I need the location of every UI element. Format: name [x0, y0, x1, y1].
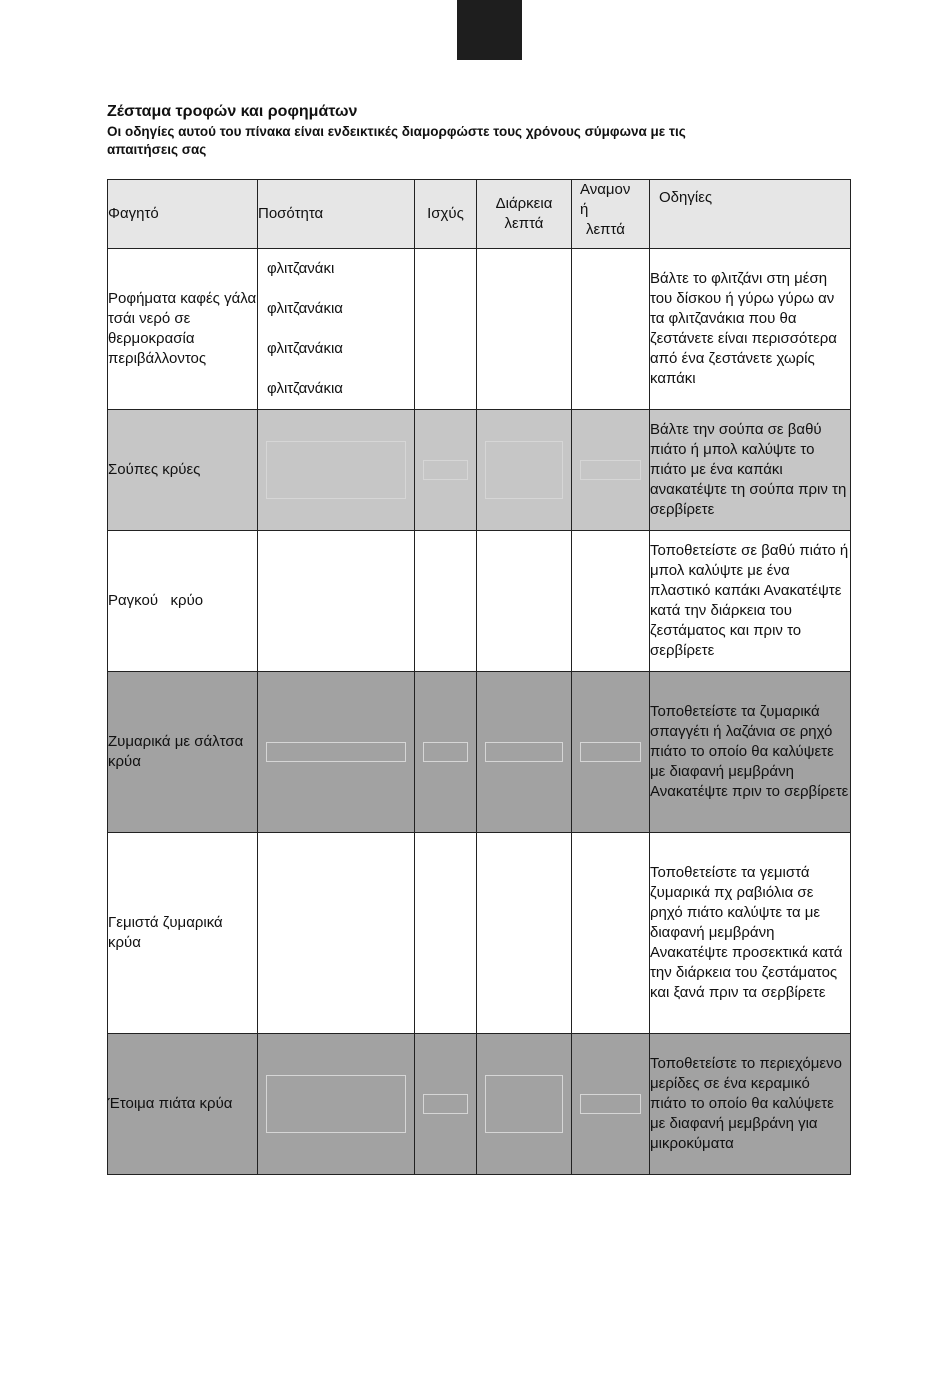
table-row: [108, 249, 851, 410]
duration-cell: [477, 672, 572, 833]
quantity-cell: [258, 410, 415, 531]
header-power: Ισχύς: [415, 180, 477, 249]
duration-field: [485, 441, 563, 499]
power-field: [423, 742, 468, 762]
page-title: Ζέσταμα τροφών και ροφημάτων: [107, 103, 358, 120]
quantity-cell: [258, 531, 415, 672]
wait-field: [580, 1094, 641, 1114]
food-cell: Ζυμαρικά με σάλτσα κρύα: [108, 672, 258, 833]
quantity-item: φλιτζανάκι: [267, 260, 335, 277]
heading-block: [107, 102, 847, 159]
header-row: [108, 180, 851, 249]
wait-field: [580, 742, 641, 762]
duration-field: [485, 1075, 563, 1133]
food-cell: Ροφήματα καφές γάλα τσάι νερό σε θερμοκρασία περιβάλλοντος: [108, 249, 258, 410]
quantity-cell: [258, 833, 415, 1034]
wait-field: [580, 460, 641, 480]
header-wait-line: Αναμον: [580, 181, 631, 198]
table-row: [108, 410, 851, 531]
header-quantity: Ποσότητα: [258, 180, 415, 249]
duration-cell: [477, 1034, 572, 1175]
subtitle-line: Οι οδηγίες αυτού του πίνακα είναι ενδεικτικές διαμορφώστε τους χρόνους σύμφωνα με τις: [107, 124, 686, 139]
duration-field: [485, 742, 563, 762]
page-subtitle: [107, 123, 847, 159]
subtitle-line: απαιτήσεις σας: [107, 142, 207, 157]
table-row: [108, 833, 851, 1034]
power-field: [423, 1094, 468, 1114]
instructions-cell: Τοποθετείστε σε βαθύ πιάτο ή μπολ καλύψτε με ένα πλαστικό καπάκι Ανακατέψτε κατά την διάρκεια του ζεστάματος και πριν το σερβίρετε: [650, 531, 851, 672]
instructions-cell: Τοποθετείστε τα γεμιστά ζυμαρικά πχ ραβιόλια σε ρηχό πιάτο καλύψτε τα με διαφανή μεμβράνη Ανακατέψτε προσεκτικά κατά την διάρκεια του ζεστάματος και ξανά πριν τα σερβίρετε: [650, 833, 851, 1034]
table-row: [108, 1034, 851, 1175]
instructions-cell: Βάλτε την σούπα σε βαθύ πιάτο ή μπολ καλύψτε το πιάτο με ένα καπάκι ανακατέψτε τη σούπα πριν τη σερβίρετε: [650, 410, 851, 531]
food-cell: Ραγκού κρύο: [108, 531, 258, 672]
power-cell: [415, 249, 477, 410]
header-instructions: Οδηγίες: [650, 180, 851, 249]
quantity-item: φλιτζανάκια: [267, 340, 343, 357]
duration-cell: [477, 833, 572, 1034]
duration-cell: [477, 410, 572, 531]
duration-cell: [477, 531, 572, 672]
quantity-item: φλιτζανάκια: [267, 380, 343, 397]
header-duration: [477, 180, 572, 249]
food-cell: Έτοιμα πιάτα κρύα: [108, 1034, 258, 1175]
header-wait-line: ή: [580, 201, 589, 218]
header-wait-line: λεπτά: [586, 221, 625, 238]
duration-cell: [477, 249, 572, 410]
wait-cell: [572, 249, 650, 410]
wait-cell: [572, 672, 650, 833]
quantity-cell: [258, 672, 415, 833]
quantity-cell: [258, 1034, 415, 1175]
power-cell: [415, 531, 477, 672]
header-food: Φαγητό: [108, 180, 258, 249]
quantity-item: φλιτζανάκια: [267, 300, 343, 317]
power-field: [423, 460, 468, 480]
header-wait: [572, 180, 650, 249]
power-cell: [415, 672, 477, 833]
table-row: [108, 531, 851, 672]
header-duration-line: λεπτά: [504, 215, 544, 232]
header-duration-line: Διάρκεια: [495, 195, 553, 212]
heating-table: [107, 179, 851, 1175]
food-cell: Γεμιστά ζυμαρικά κρύα: [108, 833, 258, 1034]
wait-cell: [572, 1034, 650, 1175]
quantity-field: [266, 742, 406, 762]
wait-cell: [572, 410, 650, 531]
quantity-field: [266, 1075, 406, 1133]
power-cell: [415, 833, 477, 1034]
quantity-cell: [258, 249, 415, 410]
page-tab-marker: [457, 0, 522, 60]
power-cell: [415, 410, 477, 531]
quantity-field: [266, 441, 406, 499]
food-cell: Σούπες κρύες: [108, 410, 258, 531]
power-cell: [415, 1034, 477, 1175]
instructions-cell: Τοποθετείστε το περιεχόμενο μερίδες σε ένα κεραμικό πιάτο το οποίο θα καλύψετε με διαφανή μεμβράνη για μικροκύματα: [650, 1034, 851, 1175]
table-row: [108, 672, 851, 833]
wait-cell: [572, 531, 650, 672]
instructions-cell: Τοποθετείστε τα ζυμαρικά σπαγγέτι ή λαζάνια σε ρηχό πιάτο το οποίο θα καλύψετε με διαφανή μεμβράνη Ανακατέψτε πριν το σερβίρετε: [650, 672, 851, 833]
instructions-cell: Βάλτε το φλιτζάνι στη μέση του δίσκου ή γύρω γύρω αν τα φλιτζανάκια που θα ζεστάνετε είναι περισσότερα από ένα ζεστάνετε χωρίς καπάκι: [650, 249, 851, 410]
wait-cell: [572, 833, 650, 1034]
